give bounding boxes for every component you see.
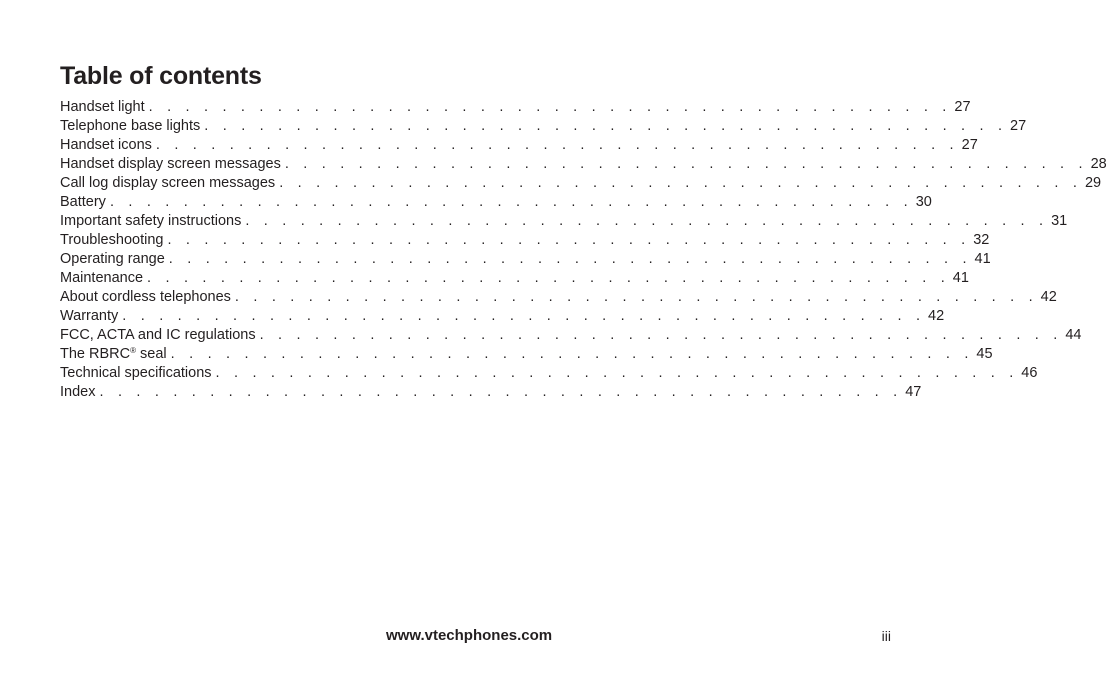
toc-entry-page: 30 xyxy=(915,194,932,210)
toc-entry-operating-range[interactable] xyxy=(60,250,991,269)
toc-entry-maintenance[interactable] xyxy=(60,269,969,288)
toc-entry-warranty[interactable] xyxy=(60,307,945,326)
toc-entry-telephone-base-lights[interactable] xyxy=(60,117,1027,136)
toc-entry-label: Troubleshooting xyxy=(60,232,164,248)
toc-entry-page: 41 xyxy=(952,270,969,286)
toc-leader-dots: . . . . . . . . . . . . . . . . . . . . . . . . . . . . . . . . . . . . . . . . . . . . xyxy=(147,270,950,286)
toc-entry-handset-light[interactable] xyxy=(60,98,971,117)
toc-leader-dots: . . . . . . . . . . . . . . . . . . . . . . . . . . . . . . . . . . . . . . . . . . . . xyxy=(234,289,1038,305)
toc-entry-label: Handset display screen messages xyxy=(60,156,281,172)
toc-entry-label: Handset icons xyxy=(60,137,152,153)
toc-entry-label: About cordless telephones xyxy=(60,289,231,305)
toc-entry-label: Handset light xyxy=(60,99,145,115)
toc-entry-battery[interactable] xyxy=(60,193,932,212)
toc-leader-dots: . . . . . . . . . . . . . . . . . . . . . . . . . . . . . . . . . . . . . . . . . . . . xyxy=(279,175,1083,191)
toc-leader-dots: . . . . . . . . . . . . . . . . . . . . . . . . . . . . . . . . . . . . . . . . . . . . xyxy=(155,137,959,153)
toc-entry-label: FCC, ACTA and IC regulations xyxy=(60,327,256,343)
toc-entry-label: Warranty xyxy=(60,308,119,324)
toc-entry-page: 32 xyxy=(973,232,990,248)
toc-entry-label: Technical specifications xyxy=(60,365,212,381)
toc-entry-label: Maintenance xyxy=(60,270,144,286)
toc-entry-page: 28 xyxy=(1090,156,1107,172)
toc-entry-page: 27 xyxy=(954,99,971,115)
toc-entry-fcc-acta-ic-regulations[interactable] xyxy=(60,326,1082,345)
toc-entry-label-suffix: seal xyxy=(136,346,167,362)
toc-entry-page: 29 xyxy=(1084,175,1102,191)
registered-mark: ® xyxy=(130,346,137,355)
toc-entry-important-safety-instructions[interactable] xyxy=(60,212,1068,231)
page-title: Table of contents xyxy=(60,62,262,90)
toc-entry-page: 27 xyxy=(1010,118,1027,134)
toc-leader-dots: . . . . . . . . . . . . . . . . . . . . . . . . . . . . . . . . . . . . . . . . . . . . xyxy=(170,346,974,362)
toc-leader-dots: . . . . . . . . . . . . . . . . . . . . . . . . . . . . . . . . . . . . . . . . . . . . xyxy=(167,232,971,248)
toc-entry-page: 27 xyxy=(961,137,978,153)
toc-leader-dots: . . . . . . . . . . . . . . . . . . . . . . . . . . . . . . . . . . . . . . . . . . . . xyxy=(204,118,1008,134)
toc-entry-page: 45 xyxy=(976,346,993,362)
toc-entry-page: 42 xyxy=(928,308,945,324)
toc-entry-label: Call log display screen messages xyxy=(60,175,276,191)
toc-leader-dots: . . . . . . . . . . . . . . . . . . . . . . . . . . . . . . . . . . . . . . . . . . . . xyxy=(99,384,903,400)
toc-leader-dots: . . . . . . . . . . . . . . . . . . . . . . . . . . . . . . . . . . . . . . . . . . . . xyxy=(259,327,1063,343)
toc-entry-handset-display-screen-messages[interactable] xyxy=(60,155,1107,174)
toc-entry-label xyxy=(60,345,171,364)
toc-entry-label: Telephone base lights xyxy=(60,118,201,134)
toc-entry-rbrc-seal[interactable] xyxy=(60,345,993,364)
toc-entry-label: Index xyxy=(60,384,96,400)
toc-leader-dots: . . . . . . . . . . . . . . . . . . . . . . . . . . . . . . . . . . . . . . . . . . . . xyxy=(148,99,952,115)
toc-entry-label: Operating range xyxy=(60,251,165,267)
toc-entry-page: 41 xyxy=(974,251,991,267)
toc-entry-call-log-display-screen-messages[interactable] xyxy=(60,174,1102,193)
toc-leader-dots: . . . . . . . . . . . . . . . . . . . . . . . . . . . . . . . . . . . . . . . . . . . . xyxy=(168,251,972,267)
toc-entry-index[interactable] xyxy=(60,383,922,402)
toc-entry-page: 31 xyxy=(1051,213,1068,229)
toc-entry-troubleshooting[interactable] xyxy=(60,231,990,250)
footer-website-url[interactable]: www.vtechphones.com xyxy=(386,627,553,644)
toc-entry-label: Important safety instructions xyxy=(60,213,242,229)
toc-leader-dots: . . . . . . . . . . . . . . . . . . . . . . . . . . . . . . . . . . . . . . . . . . . . xyxy=(245,213,1049,229)
toc-entry-page: 47 xyxy=(905,384,922,400)
toc-entry-page: 44 xyxy=(1065,327,1082,343)
toc-entry-technical-specifications[interactable] xyxy=(60,364,1038,383)
table-of-contents xyxy=(60,98,1107,402)
toc-leader-dots: . . . . . . . . . . . . . . . . . . . . . . . . . . . . . . . . . . . . . . . . . . . . xyxy=(109,194,913,210)
toc-entry-label-main: The RBRC xyxy=(60,346,131,362)
toc-entry-page: 46 xyxy=(1021,365,1038,381)
toc-leader-dots: . . . . . . . . . . . . . . . . . . . . . . . . . . . . . . . . . . . . . . . . . . . . xyxy=(122,308,926,324)
footer-page-number: iii xyxy=(881,628,891,644)
toc-entry-handset-icons[interactable] xyxy=(60,136,978,155)
toc-entry-page: 42 xyxy=(1040,289,1057,305)
toc-entry-about-cordless-telephones[interactable] xyxy=(60,288,1057,307)
toc-leader-dots: . . . . . . . . . . . . . . . . . . . . . . . . . . . . . . . . . . . . . . . . . . . . xyxy=(215,365,1019,381)
toc-leader-dots: . . . . . . . . . . . . . . . . . . . . . . . . . . . . . . . . . . . . . . . . . . . . xyxy=(284,156,1088,172)
toc-entry-label: Battery xyxy=(60,194,106,210)
